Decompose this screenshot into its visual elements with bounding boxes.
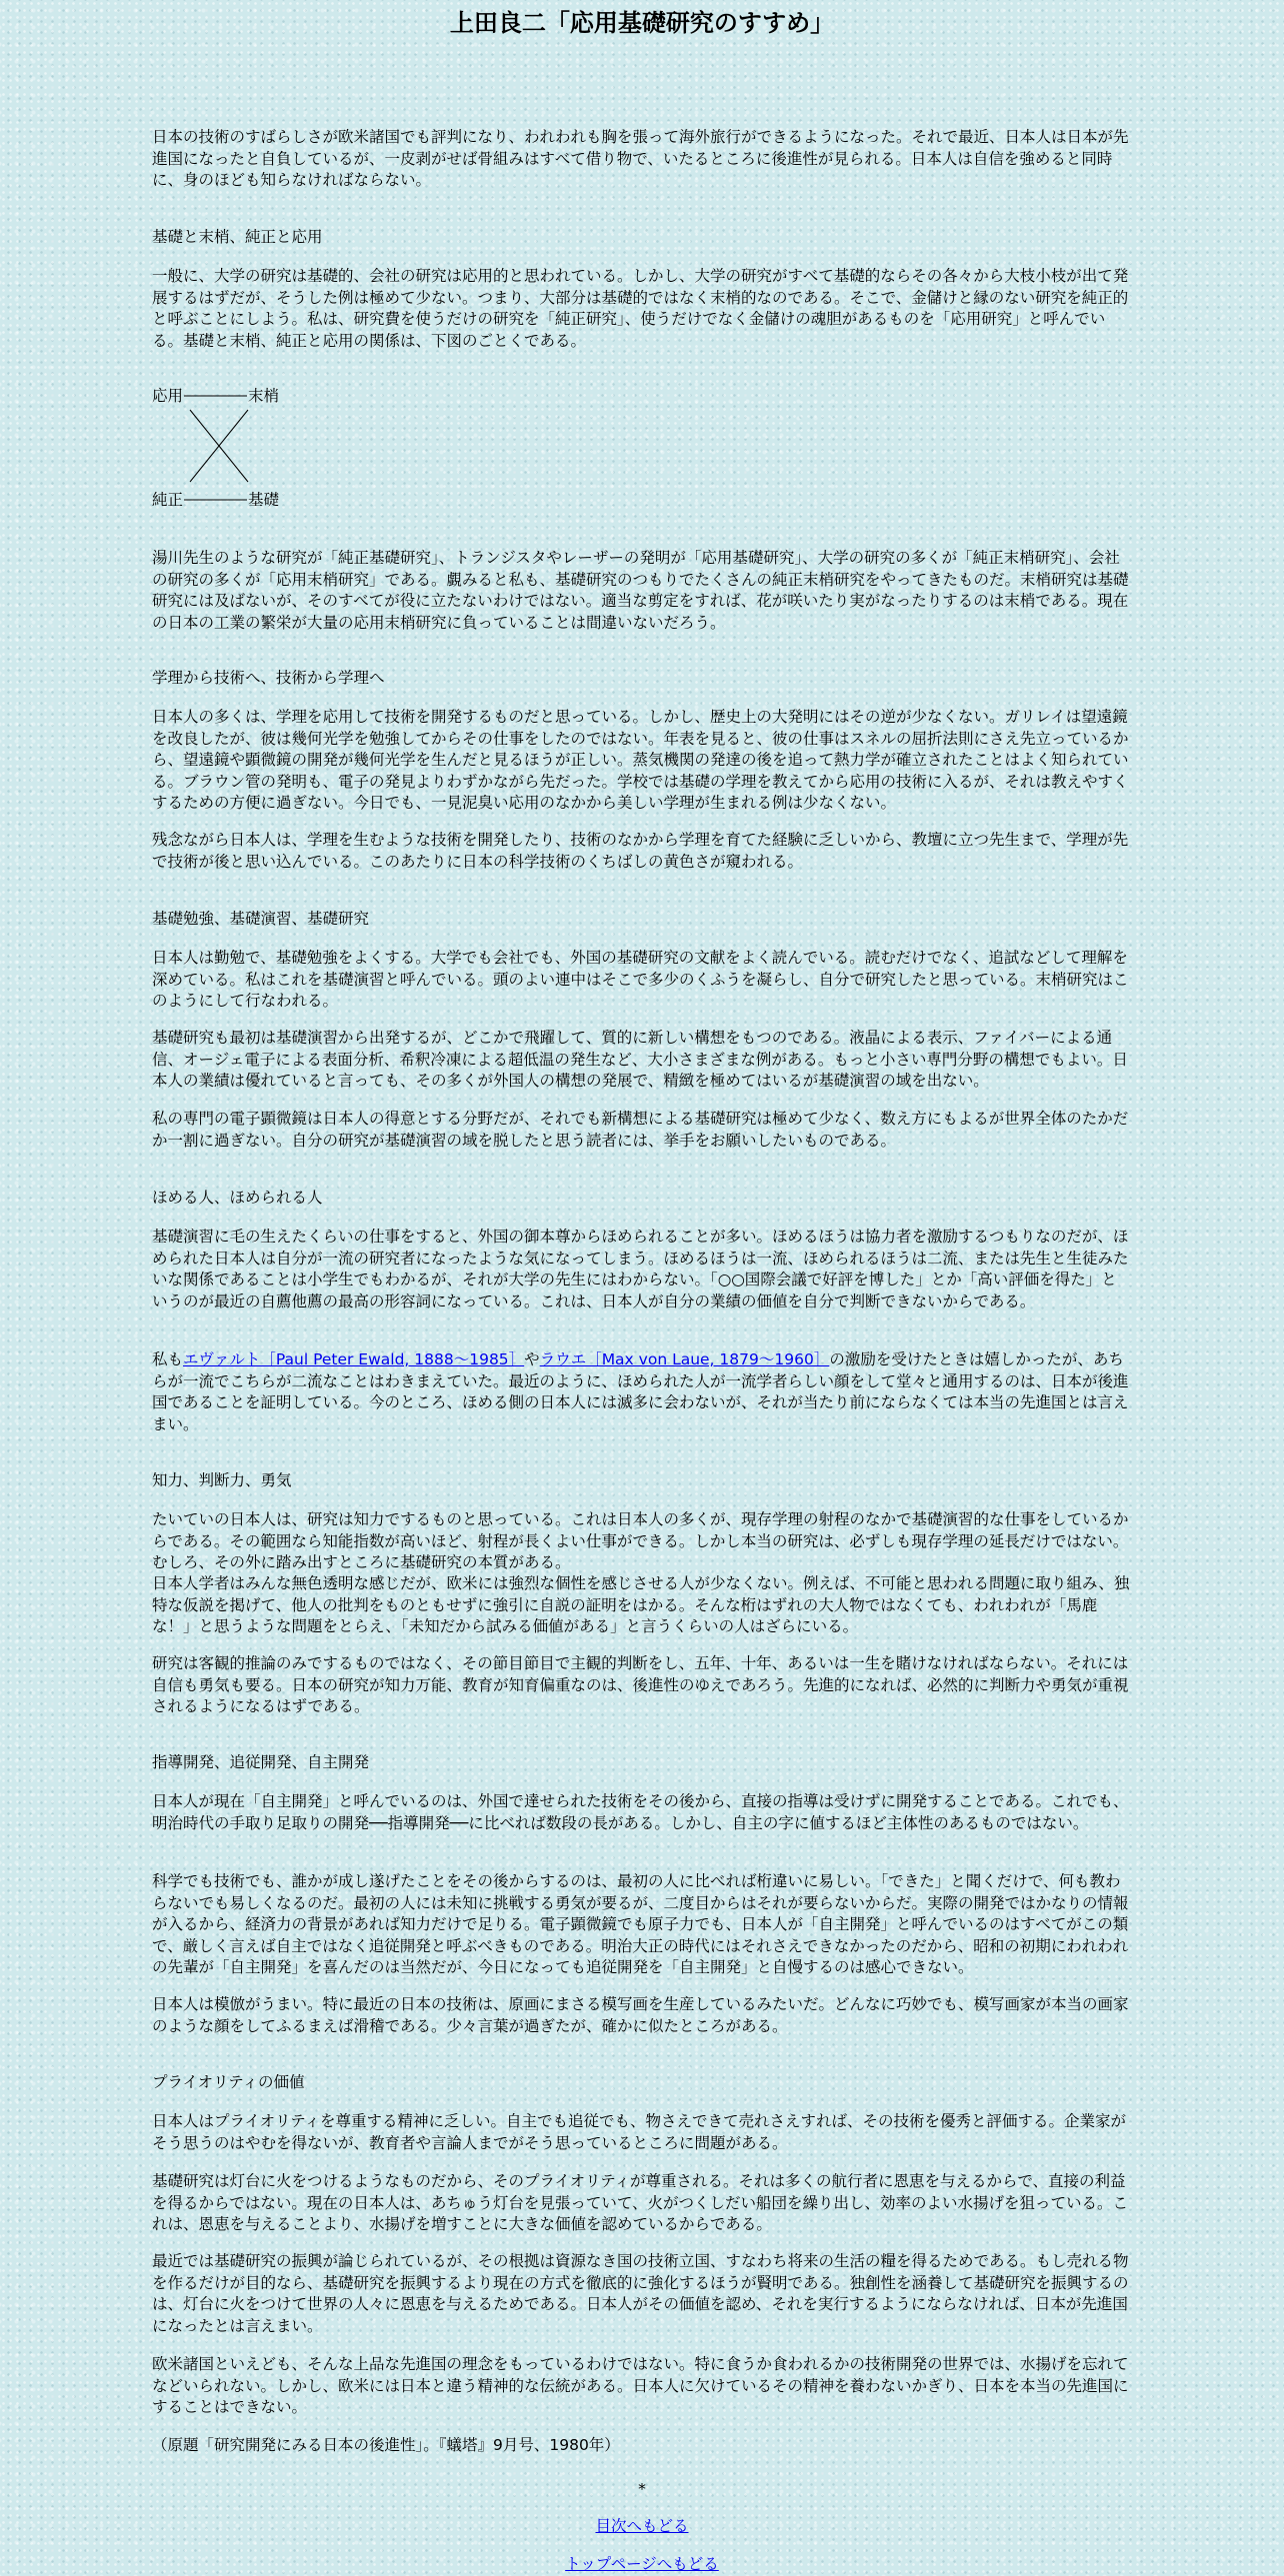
section-heading-6: 指導開発、追従開発、自主開発 bbox=[152, 1753, 370, 1771]
paragraph: 一般に、大学の研究は基礎的、会社の研究は応用的と思われている。しかし、大学の研究がすべて基礎的ならその各々から大枝小枝が出て発展するはずだが、そうした例は極めて少ない。つまり、大部分は基礎的ではなく末梢的なのである。そこで、金儲けと縁のない研究を純正的と呼ぶことにしよう。私は、研究費を使うだけの研究を「純正研究」、使うだけでなく金儲けの魂胆があるものを「応用研究」と呼んでいる。基礎と末梢、純正と応用の関係は、下図のごとくである。 bbox=[152, 267, 1129, 350]
section-heading-3: 基礎勉強、基礎演習、基礎研究 bbox=[152, 910, 370, 928]
paragraph: 基礎研究は灯台に火をつけるようなものだから、そのプライオリティが尊重される。それは多くの航行者に恩恵を与えるからで、直接の利益を得るからではない。現在の日本人は、あちゅう灯台を見張っていて、火がつくしだい船団を繰り出し、効率のよい水揚げを狙っている。これは、恩恵を与えることより、水揚げを増すことに大きな価値を認めているからである。 bbox=[152, 2172, 1129, 2233]
paragraph: 残念ながら日本人は、学理を生むような技術を開発したり、技術のなかから学理を育てた経験に乏しいから、教壇に立つ先生まで、学理が先で技術が後と思い込んでいる。このあたりに日本の科学技術のくちばしの黄色さが窺われる。 bbox=[152, 831, 1129, 871]
page-title: 上田良二「応用基礎研究のすすめ」 bbox=[449, 9, 835, 37]
separator: * bbox=[638, 2480, 646, 2498]
paragraph: 基礎演習に毛の生えたくらいの仕事をすると、外国の御本尊からほめられることが多い。ほめるほうは協力者を激励するつもりなのだが、ほめられた日本人は自分が一流の研究者になったような気になってしまう。ほめるほうは一流、ほめられるほうは二流、または先生と生徒みたいな関係であることは小学生でもわかるが、それが大学の先生にはわからない。「○○国際会議で好評を博した」とか「高い評価を得た」というのが最近の自薦他薦の最高の形容詞になっている。これは、日本人が自分の業績の価値を自分で判断できないからである。 bbox=[152, 1228, 1129, 1310]
section-heading-1: 基礎と末梢、純正と応用 bbox=[152, 228, 323, 246]
paragraph: 基礎研究も最初は基礎演習から出発するが、どこかで飛躍して、質的に新しい構想をもつのである。液晶による表示、ファイバーによる通信、オージェ電子による表面分析、希釈冷凍による超低温の発生など、大小さまざまな例がある。もっと小さい専門分野の構想でもよい。日本人の業績は優れていると言っても、その多くが外国人の構想の発展で、精緻を極めてはいるが基礎演習の域を出ない。 bbox=[152, 1029, 1128, 1090]
intro-paragraph: 日本の技術のすばらしさが欧米諸国でも評判になり、われわれも胸を張って海外旅行ができるようになった。それで最近、日本人は日本が先進国になったと自負しているが、一皮剥がせば骨組みはすべて借り物で、いたるところに後進性が見られる。日本人は自信を強めると同時に、身のほども知らなければならない。 bbox=[152, 128, 1129, 189]
paragraph: 日本人は勤勉で、基礎勉強をよくする。大学でも会社でも、外国の基礎研究の文献をよく読んでいる。読むだけでなく、追試などして理解を深めている。私はこれを基礎演習と呼んでいる。頭のよい連中はそこで多少のくふうを凝らし、自分で研究したと思っている。末梢研究はこのようにして行なわれる。 bbox=[152, 949, 1129, 1010]
source-note: （原題「研究開発にみる日本の後進性」。『蟻塔』9月号、1980年） bbox=[152, 2436, 620, 2454]
toc-link[interactable]: 目次へもどる bbox=[595, 2517, 689, 2535]
diagram-lines bbox=[152, 386, 312, 510]
paragraph: 研究は客観的推論のみでするものではなく、その節目節目で主観的判断をし、五年、十年、あるいは一生を賭けなければならない。それには自信も勇気も要る。日本の研究が知力万能、教育が知育偏重なのは、後進性のゆえであろう。先進的になれば、必然的に判断力や勇気が重視されるようになるはずである。 bbox=[152, 1654, 1129, 1715]
paragraph: 日本人は模倣がうまい。特に最近の日本の技術は、原画にまさる模写画を生産しているみたいだ。どんなに巧妙でも、模写画家が本当の画家のような顔をしてふるまえば滑稽である。少々言葉が過ぎたが、確かに似たところがある。 bbox=[152, 1995, 1129, 2035]
section-heading-5: 知力、判断力、勇気 bbox=[152, 1471, 292, 1489]
paragraph: 日本人が現在「自主開発」と呼んでいるのは、外国で達せられた技術をその後から、直接の指導は受けずに開発することである。これでも、明治時代の手取り足取りの開発──指導開発──に比べれば数段の長がある。しかし、自主の字に値するほど主体性のあるものではない。 bbox=[152, 1792, 1129, 1832]
laue-link[interactable]: ラウエ［Max von Laue, 1879～1960］ bbox=[539, 1350, 830, 1368]
ewald-link[interactable]: エヴァルト［Paul Peter Ewald, 1888～1985］ bbox=[183, 1350, 525, 1368]
diagram-label-applied: 応用 bbox=[152, 387, 184, 405]
paragraph: 日本人の多くは、学理を応用して技術を開発するものだと思っている。しかし、歴史上の大発明にはその逆が少なくない。ガリレイは望遠鏡を改良したが、彼は幾何光学を勉強してからその仕事をしたのではない。年表を見ると、彼の仕事はスネルの屈折法則にさえ先立っているから、望遠鏡や顕微鏡の開発が幾何光学を生んだと見るほうが正しい。蒸気機関の発達の後を追って熱力学が確立されたことはよく知られている。ブラウン管の発明も、電子の発見よりわずかながら先だった。学校では基礎の学理を教えてから応用の技術に入るが、それは教えやすくするための方便に過ぎない。今日でも、一見泥臭い応用のなかから美しい学理が生まれる例は少なくない。 bbox=[152, 708, 1129, 812]
paragraph: 湯川先生のような研究が「純正基礎研究」、トランジスタやレーザーの発明が「応用基礎研究」、大学の研究の多くが「純正末梢研究」、会社の研究の多くが「応用末梢研究」である。覷みると私も、基礎研究のつもりでたくさんの純正末梢研究をやってきたものだ。末梢研究は基礎研究には及ばないが、そのすべてが役に立たないわけではない。適当な剪定をすれば、花が咲いたり実がなったりするのは末梢である。現在の日本の工業の繁栄が大量の応用末梢研究に負っていることは間違いないだろう。 bbox=[152, 549, 1129, 632]
paragraph: 欧米諸国といえども、そんな上品な先進国の理念をもっているわけではない。特に食うか食われるかの技術開発の世界では、水揚げを忘れてなどいられない。しかし、欧米には日本と違う精神的な伝統がある。日本人に欠けているその精神を養わないかぎり、日本を本当の先進国にすることはできない。 bbox=[152, 2355, 1129, 2416]
diagram-label-peripheral: 末梢 bbox=[248, 387, 280, 405]
paragraph: 日本人はプライオリティを尊重する精神に乏しい。自主でも追従でも、物さえできて売れさえすれば、その技術を優秀と評価する。企業家がそう思うのはやむを得ないが、教育者や言論人までがそう思っているところに問題がある。 bbox=[152, 2112, 1127, 2152]
paragraph: 日本人学者はみんな無色透明な感じだが、欧米には強烈な個性を感じさせる人が少なくない。例えば、不可能と思われる問題に取り組み、独特な仮説を掲げて、他人の批判をものともせずに強引に自説の証明をはかる。そんな桁はずれの大人物ではなくても、われわれが「馬鹿な！」と思うような問題をとらえ、「未知だから試みる価値がある」と言うくらいの人はざらにいる。 bbox=[152, 1574, 1130, 1635]
paragraph: 科学でも技術でも、誰かが成し遂げたことをその後からするのは、最初の人に比べれば桁違いに易しい。「できた」と聞くだけで、何も教わらないでも易しくなるのだ。最初の人には未知に挑戦する勇気が要るが、二度目からはそれが要らないからだ。実際の開発ではかなりの情報が入るから、経済力の背景があれば知力だけで足りる。電子顕微鏡でも原子力でも、日本人が「自主開発」と呼んでいるのはすべてがこの類で、厳しく言えば自主ではなく追従開発と呼ぶべきものである。明治大正の時代にはそれさえできなかったのだから、昭和の初期にわれわれの先輩が「自主開発」を喜んだのは当然だが、今日になっても追従開発を「自主開発」と自慢するのは感心できない。 bbox=[152, 1872, 1129, 1976]
relation-diagram bbox=[152, 386, 312, 510]
section-heading-4: ほめる人、ほめられる人 bbox=[152, 1189, 323, 1207]
paragraph-with-links: 私もエヴァルト［Paul Peter Ewald, 1888～1985］やラウエ［Max von Laue, 1879～1960］の激励を受けたときは嬉しかったが、あちらが一流でこちらが二流なことはわきまえていた。最近のように、ほめられた人が一流学者らしい顔をして堂々と通用するのは、日本が後進国であることを証明している。今のところ、ほめる側の日本人には滅多に会わないが、それが当たり前にならなくては本当の先進国とは言えまい。 bbox=[152, 1350, 1129, 1433]
paragraph: 私の専門の電子顕微鏡は日本人の得意とする分野だが、それでも新構想による基礎研究は極めて少なく、数え方にもよるが世界全体のたかだか一割に過ぎない。自分の研究が基礎演習の域を脱したと思う読者には、挙手をお願いしたいものである。 bbox=[152, 1110, 1129, 1150]
top-page-link[interactable]: トップページへもどる bbox=[565, 2555, 719, 2573]
section-heading-7: プライオリティの価値 bbox=[152, 2073, 305, 2091]
paragraph: 最近では基礎研究の振興が論じられているが、その根拠は資源なき国の技術立国、すなわち将来の生活の糧を得るためである。もし売れる物を作るだけが目的なら、基礎研究を振興するより現在の方式を徹底的に強化するほうが賢明である。独創性を涵養して基礎研究を振興するのは、灯台に火をつけて世界の人々に恩恵を与えるためである。日本人がその価値を認め、それを実行するようにならなければ、日本が先進国になったとは言えまい。 bbox=[152, 2252, 1129, 2335]
diagram-label-pure: 純正 bbox=[152, 491, 184, 509]
diagram-label-basic: 基礎 bbox=[248, 491, 280, 509]
paragraph: たいていの日本人は、研究は知力でするものと思っている。これは日本人の多くが、現存学理の射程のなかで基礎演習的な仕事をしているからである。その範囲なら知能指数が高いほど、射程が長くよい仕事ができる。しかし本当の研究は、必ずしも現存学理の延長だけではない。むしろ、その外に踏み出すところに基礎研究の本質がある。 bbox=[152, 1510, 1129, 1571]
section-heading-2: 学理から技術へ、技術から学理へ bbox=[152, 669, 385, 687]
